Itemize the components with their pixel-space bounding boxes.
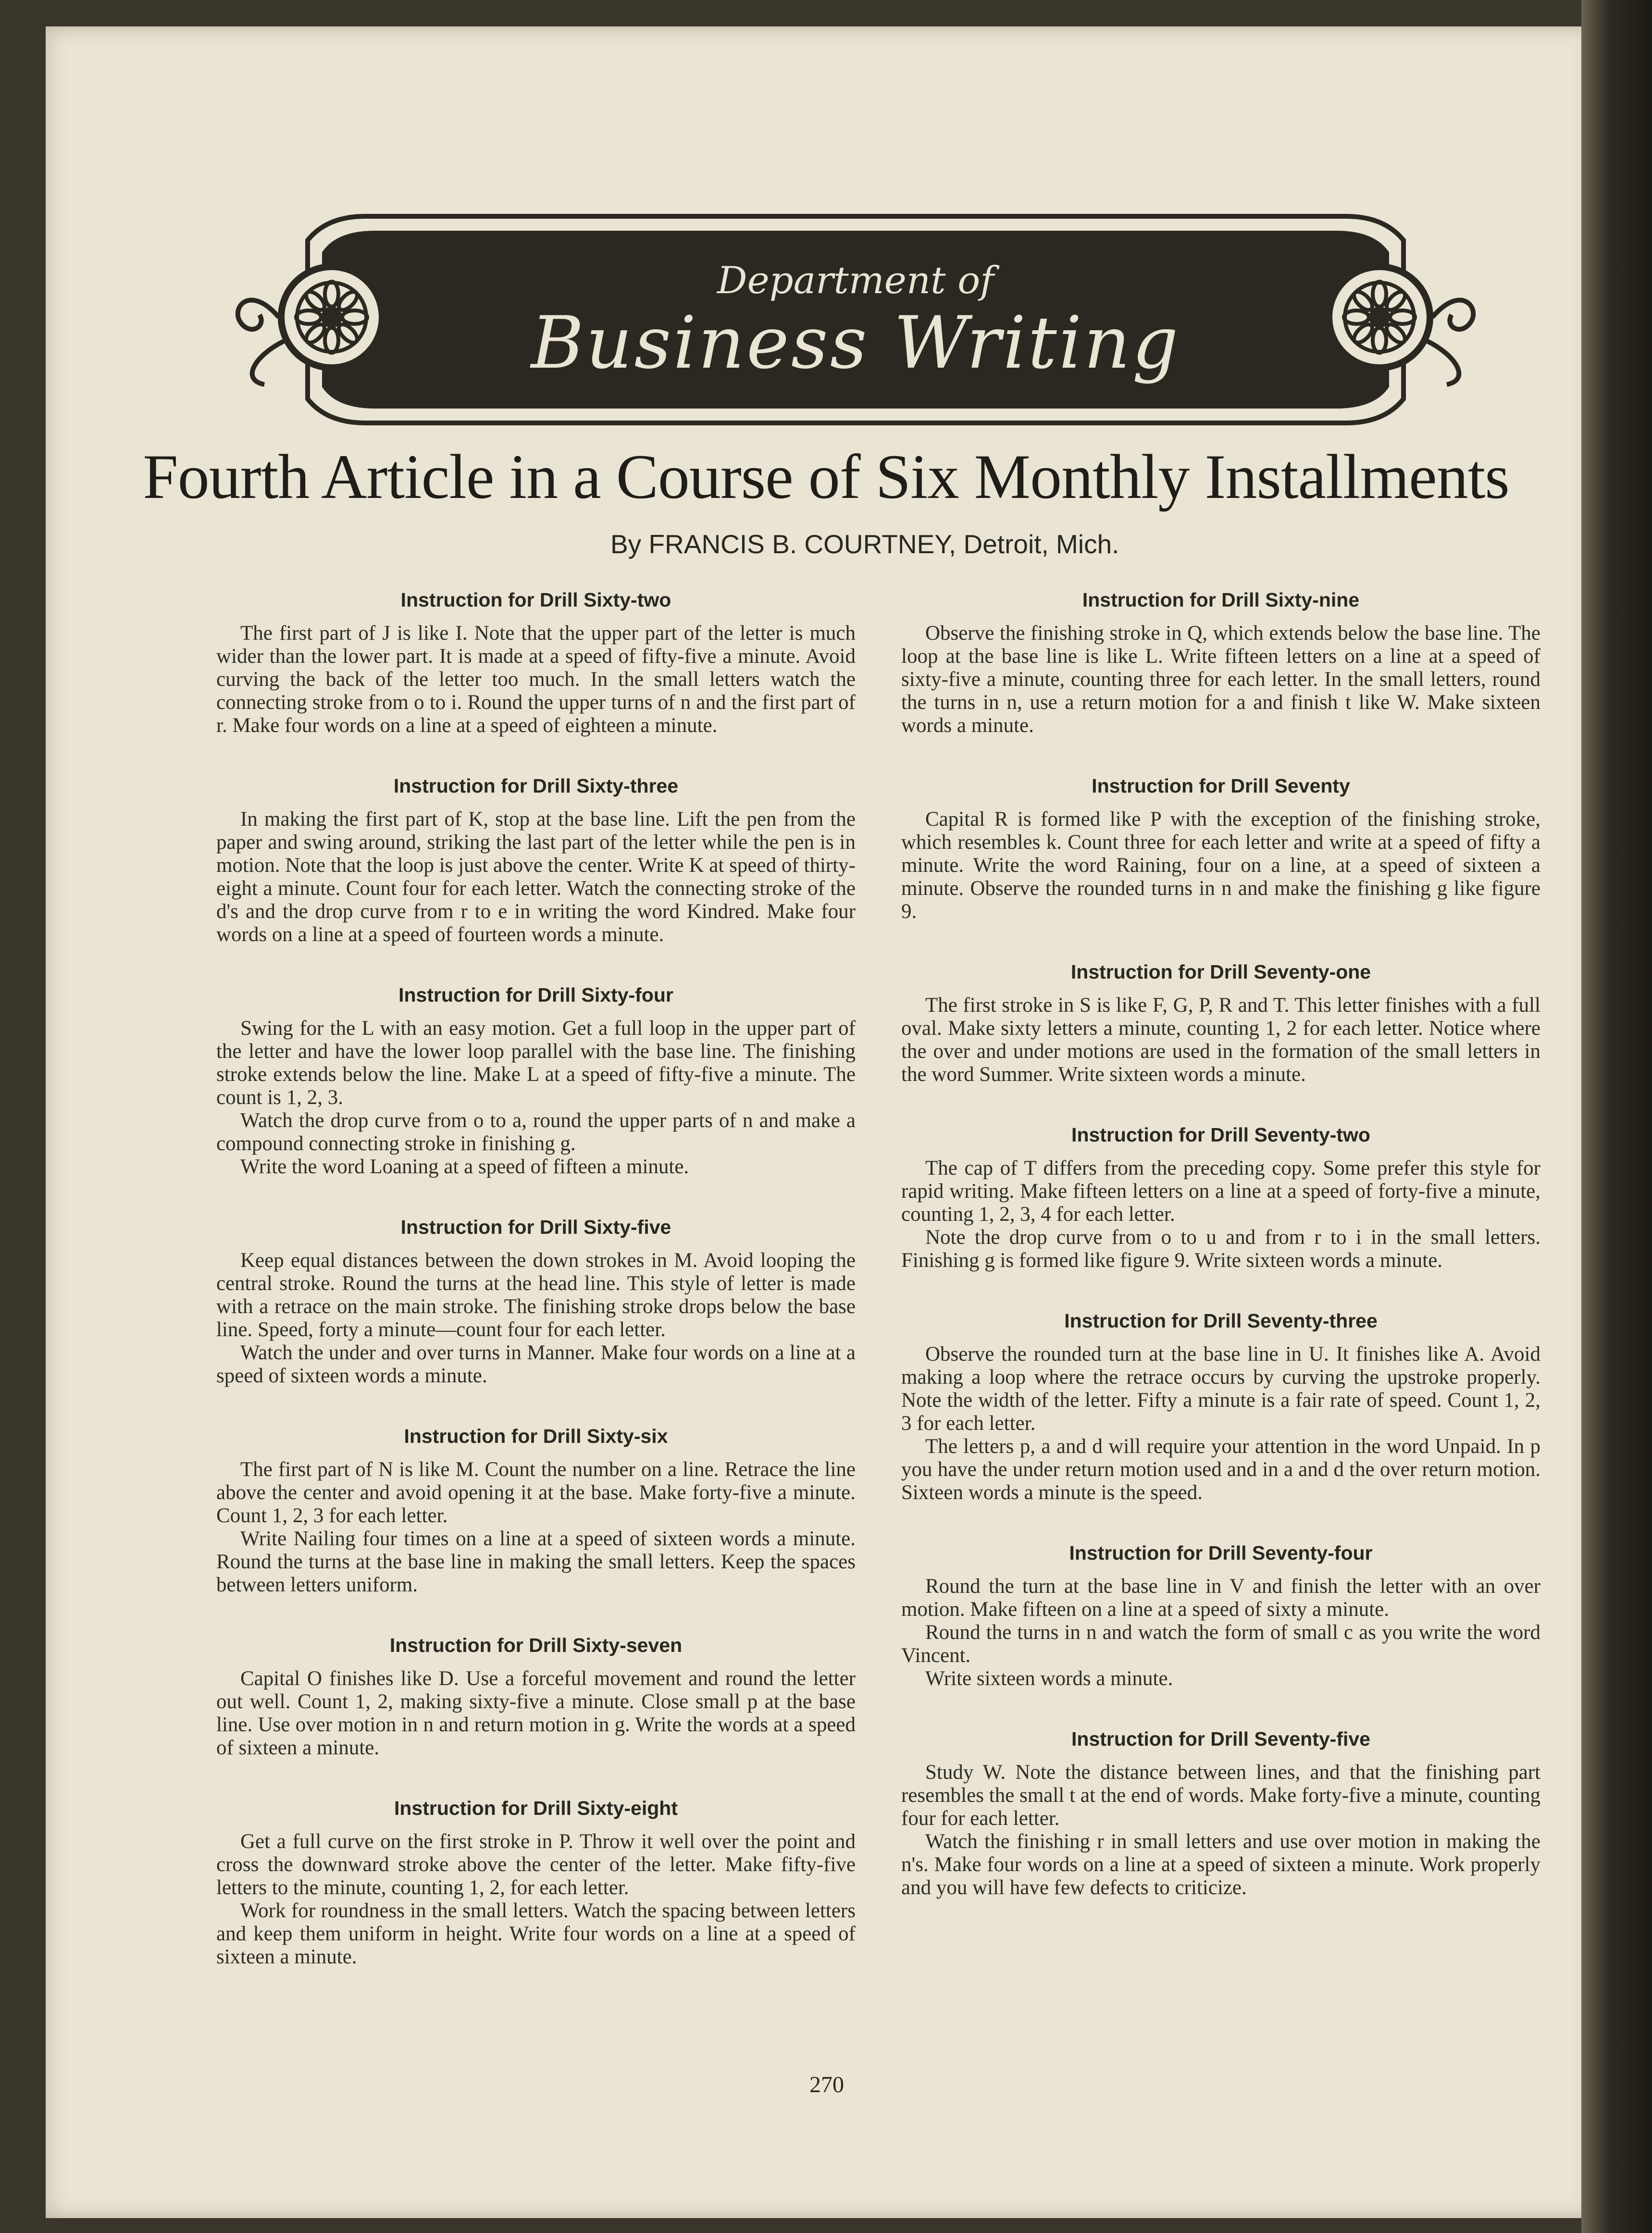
drill-heading: Instruction for Drill Sixty-nine	[1082, 589, 1360, 611]
drill-paragraph: Observe the finishing stroke in Q, which extends below the base line. The loop at the base line is like L. Write fifteen letters on a line at a speed of sixty-five a minute, counting three for each letter. In the small letters, round the turns in n, use a return motion for a and finish t like W. Make sixteen words a minute.	[901, 622, 1540, 737]
drill-paragraph: The first part of N is like M. Count the number on a line. Retrace the line above the center and avoid opening it at the base. Make forty-five a minute. Count 1, 2, 3 for each letter.	[216, 1458, 856, 1527]
book-spine	[1581, 0, 1652, 2233]
drill-paragraph: Work for roundness in the small letters. Watch the spacing between letters and keep them uniform in height. Write four words on a line at a speed of sixteen a minute.	[216, 1899, 856, 1968]
drill-paragraph: Note the drop curve from o to u and from r to i in the small letters. Finishing g is formed like figure 9. Write sixteen words a minute.	[901, 1226, 1540, 1272]
drill-paragraph: Keep equal distances between the down strokes in M. Avoid looping the central stroke. Round the turns at the head line. This style of letter is made with a retrace on the main stroke. The finishing stroke drops below the base line. Speed, forty a minute—count four for each letter.	[216, 1249, 856, 1341]
drill-section	[216, 984, 856, 1179]
drill-section	[901, 589, 1540, 737]
drill-paragraph: Study W. Note the distance between lines, and that the finishing part resembles the small t at the end of words. Make forty-five a minute, counting four for each letter.	[901, 1761, 1540, 1830]
drill-heading: Instruction for Drill Sixty-six	[404, 1425, 668, 1447]
drill-paragraph: Watch the under and over turns in Manner. Make four words on a line at a speed of sixteen words a minute.	[216, 1341, 856, 1387]
drill-section	[901, 775, 1540, 923]
drill-heading: Instruction for Drill Seventy-five	[1071, 1728, 1370, 1750]
drill-section	[901, 961, 1540, 1086]
left-column	[216, 589, 856, 2006]
drill-paragraph: The first stroke in S is like F, G, P, R and T. This letter finishes with a full oval. Make sixty letters a minute, counting 1, 2 for each letter. Notice where the over and under motions are used in the formation of the small letters in the word Summer. Write sixteen words a minute.	[901, 994, 1540, 1086]
drill-paragraph: Watch the drop curve from o to a, round the upper parts of n and make a compound connecting stroke in finishing g.	[216, 1109, 856, 1155]
department-banner	[221, 197, 1490, 437]
drill-paragraph: Write the word Loaning at a speed of fifteen a minute.	[240, 1155, 689, 1178]
drill-paragraph: The cap of T differs from the preceding copy. Some prefer this style for rapid writing. Make fifteen letters on a line at a speed of forty-five a minute, counting 1, 2, 3, 4 for each letter.	[901, 1157, 1540, 1226]
drill-heading: Instruction for Drill Seventy-four	[1069, 1542, 1373, 1564]
drill-section	[216, 589, 856, 737]
drill-section	[216, 1797, 856, 1969]
drill-section	[901, 1310, 1540, 1504]
drill-heading: Instruction for Drill Sixty-two	[400, 589, 671, 611]
drill-heading: Instruction for Drill Sixty-eight	[394, 1797, 678, 1819]
drill-paragraph: Observe the rounded turn at the base line in U. It finishes like A. Avoid making a loop where the retrace occurs by curving the upstroke properly. Note the width of the letter. Fifty a minute is a fair rate of speed. Count 1, 2, 3 for each letter.	[901, 1343, 1540, 1435]
drill-heading: Instruction for Drill Sixty-five	[400, 1216, 671, 1238]
drill-heading: Instruction for Drill Seventy-two	[1071, 1124, 1370, 1146]
banner-title: Business Writing	[531, 301, 1180, 385]
drill-heading: Instruction for Drill Sixty-four	[398, 984, 673, 1006]
drill-paragraph: Capital O finishes like D. Use a forceful movement and round the letter out well. Count 1, 2, making sixty-five a minute. Close small p at the base line. Use over motion in n and return motion in g. Write the words at a speed of sixteen a minute.	[216, 1667, 856, 1759]
banner-subtitle: Department of	[717, 259, 994, 302]
drill-paragraph: Write Nailing four times on a line at a speed of sixteen words a minute. Round the turns at the base line in making the small letters. Keep the spaces between letters uniform.	[216, 1527, 856, 1596]
drill-paragraph: Watch the finishing r in small letters and use over motion in making the n's. Make four words on a line at a speed of sixteen a minute. Work properly and you will have few defects to criticize.	[901, 1830, 1540, 1899]
drill-paragraph: The letters p, a and d will require your attention in the word Unpaid. In p you have the under return motion used and in a and d the over return motion. Sixteen words a minute is the speed.	[901, 1435, 1540, 1504]
drill-paragraph: Get a full curve on the first stroke in P. Throw it well over the point and cross the downward stroke above the center of the letter. Make fifty-five letters to the minute, counting 1, 2, for each letter.	[216, 1830, 856, 1899]
byline: By FRANCIS B. COURTNEY, Detroit, Mich.	[610, 529, 1119, 559]
drill-section	[901, 1542, 1540, 1690]
drill-section	[901, 1728, 1540, 1899]
right-column	[901, 589, 1540, 1937]
page-number: 270	[809, 2072, 844, 2097]
drill-section	[216, 1216, 856, 1388]
drill-paragraph: The first part of J is like I. Note that the upper part of the letter is much wider than the lower part. It is made at a speed of fifty-five a minute. Avoid curving the back of the letter too much. In the small letters watch the connecting stroke from o to i. Round the upper turns of n and the first part of r. Make four words on a line at a speed of eighteen a minute.	[216, 622, 856, 737]
drill-paragraph: Round the turn at the base line in V and finish the letter with an over motion. Make fifteen on a line at a speed of sixty a minute.	[901, 1575, 1540, 1621]
drill-section	[901, 1124, 1540, 1272]
drill-paragraph: In making the first part of K, stop at the base line. Lift the pen from the paper and swing around, striking the last part of the letter while the pen is in motion. Note that the loop is just above the center. Write K at speed of thirty-eight a minute. Count four for each letter. Watch the connecting stroke of the d's and the drop curve from r to e in writing the word Kindred. Make four words on a line at a speed of fourteen words a minute.	[216, 808, 856, 946]
drill-section	[216, 1634, 856, 1760]
drill-heading: Instruction for Drill Seventy	[1092, 775, 1350, 797]
article-title: Fourth Article in a Course of Six Monthly Installments	[143, 441, 1509, 512]
drill-paragraph: Capital R is formed like P with the exception of the finishing stroke, which resembles k. Count three for each letter and write at a speed of fifty a minute. Write the word Raining, four on a line, at a speed of sixteen a minute. Observe the rounded turns in n and make the finishing g like figure 9.	[901, 808, 1540, 923]
drill-heading: Instruction for Drill Seventy-one	[1070, 961, 1371, 983]
drill-heading: Instruction for Drill Sixty-seven	[389, 1634, 683, 1656]
drill-heading: Instruction for Drill Sixty-three	[393, 775, 679, 797]
drill-heading: Instruction for Drill Seventy-three	[1064, 1310, 1378, 1332]
drill-paragraph: Round the turns in n and watch the form of small c as you write the word Vincent.	[901, 1621, 1540, 1667]
drill-section	[216, 1425, 856, 1597]
drill-paragraph: Swing for the L with an easy motion. Get a full loop in the upper part of the letter and have the lower loop parallel with the base line. The finishing stroke extends below the line. Make L at a speed of fifty-five a minute. The count is 1, 2, 3.	[216, 1017, 856, 1109]
drill-paragraph: Write sixteen words a minute.	[925, 1667, 1173, 1690]
drill-section	[216, 775, 856, 946]
